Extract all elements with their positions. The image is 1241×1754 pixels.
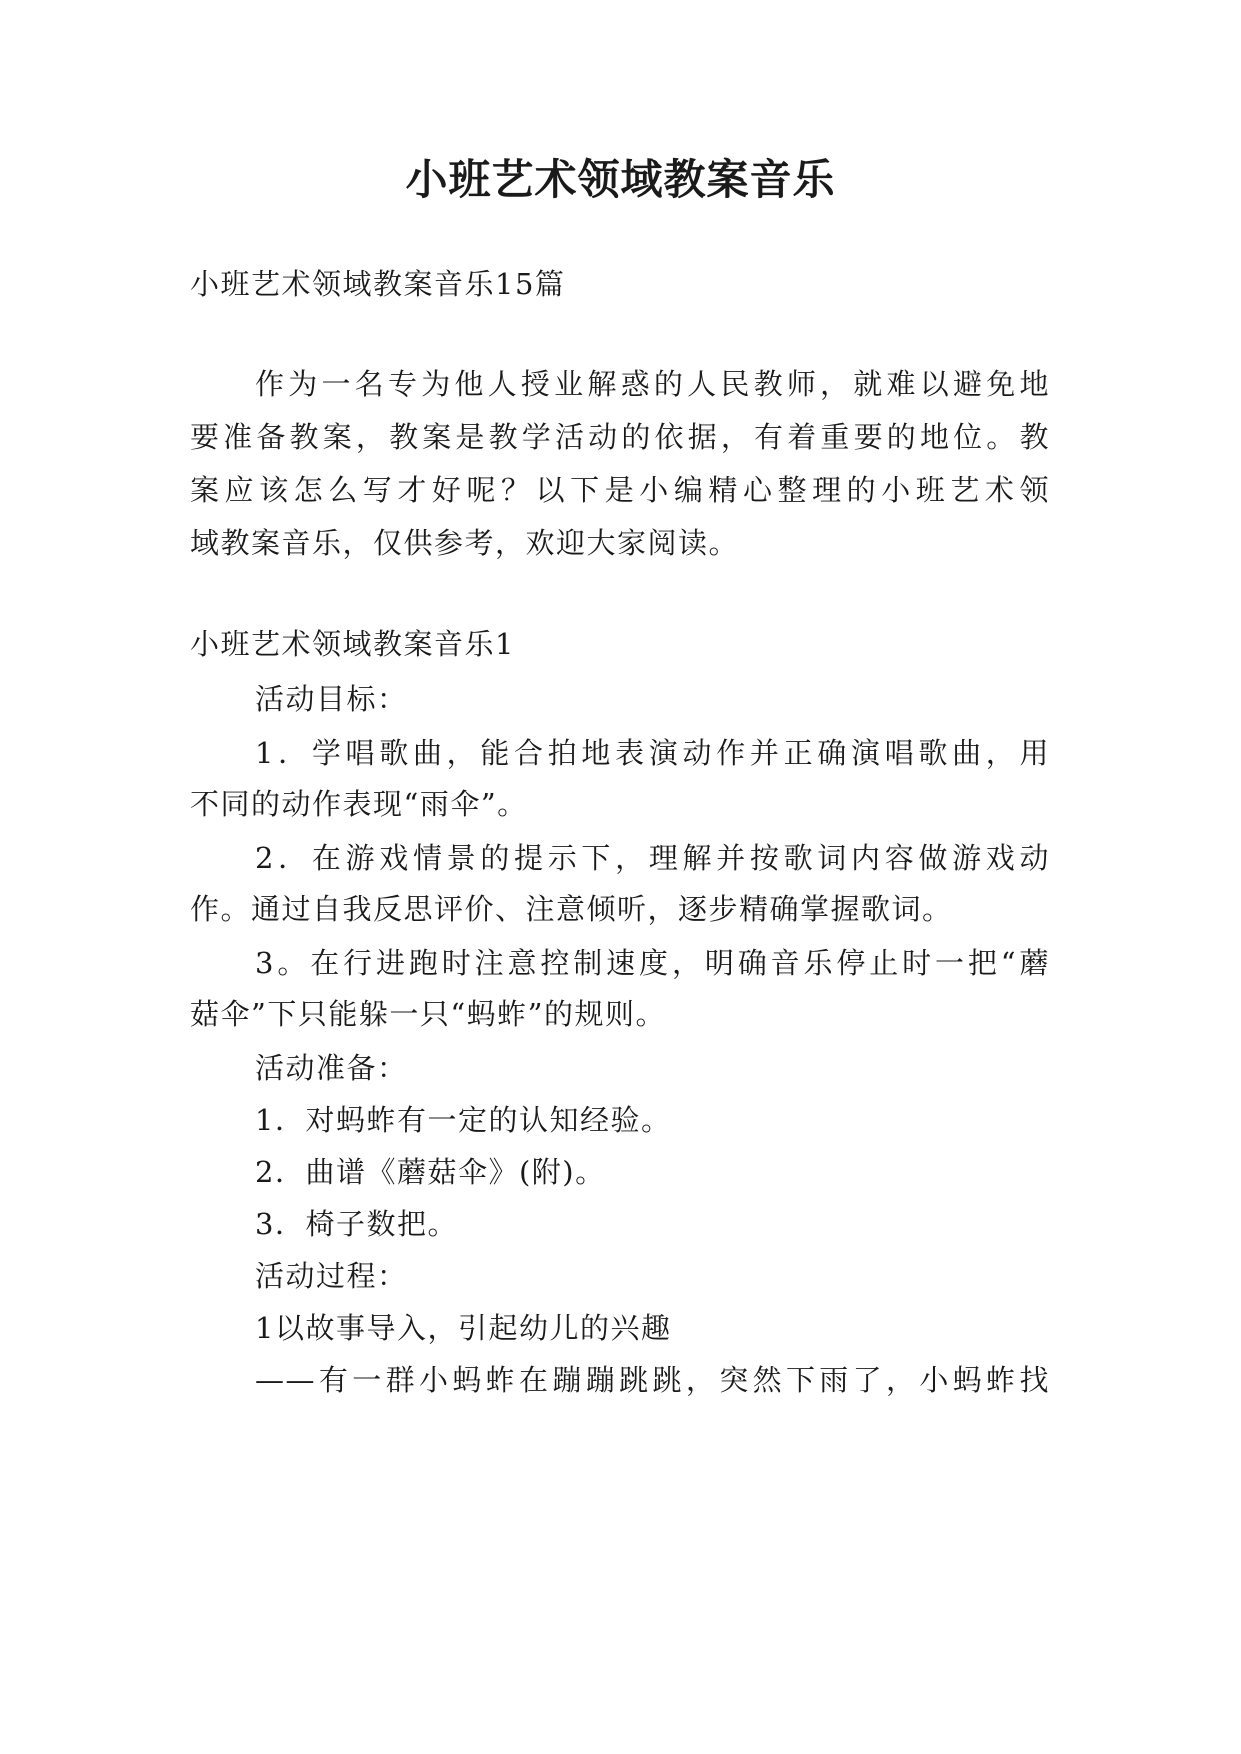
intro-line-4: 域教案音乐，仅供参考，欢迎大家阅读。 [190, 526, 740, 560]
prep-item-1: 1．对蚂蚱有一定的认知经验。 [255, 1103, 672, 1137]
goal-3-line-1: 3。在行进跑时注意控制速度，明确音乐停止时一把“蘑 [255, 946, 1050, 980]
intro-line-2: 要准备教案，教案是教学活动的依据，有着重要的地位。教 [190, 420, 1050, 454]
goal-2-line-2: 作。通过自我反思评价、注意倾听，逐步精确掌握歌词。 [190, 892, 953, 926]
goal-2-line-1: 2．在游戏情景的提示下，理解并按歌词内容做游戏动 [255, 841, 1050, 875]
prep-item-3: 3．椅子数把。 [255, 1207, 458, 1241]
document-title: 小班艺术领域教案音乐 [405, 155, 836, 204]
goal-1-line-1: 1．学唱歌曲，能合拍地表演动作并正确演唱歌曲，用 [255, 736, 1050, 770]
process-step-1: 1以故事导入，引起幼儿的兴趣 [255, 1311, 672, 1345]
document-subtitle: 小班艺术领域教案音乐15篇 [190, 267, 566, 301]
intro-line-1: 作为一名专为他人授业解惑的人民教师，就难以避免地 [255, 367, 1050, 401]
goals-heading: 活动目标： [255, 682, 408, 716]
intro-line-3: 案应该怎么写才好呢？以下是小编精心整理的小班艺术领 [190, 473, 1050, 507]
process-step-1-text: ——有一群小蚂蚱在蹦蹦跳跳，突然下雨了，小蚂蚱找 [255, 1363, 1050, 1397]
goal-1-line-2: 不同的动作表现“雨伞”。 [190, 787, 528, 821]
prep-heading: 活动准备： [255, 1051, 408, 1085]
prep-item-2: 2．曲谱《蘑菇伞》(附)。 [255, 1155, 606, 1189]
section-heading: 小班艺术领域教案音乐1 [190, 627, 515, 661]
goal-3-line-2: 菇伞”下只能躲一只“蚂蚱”的规则。 [190, 997, 666, 1031]
process-heading: 活动过程： [255, 1259, 408, 1293]
